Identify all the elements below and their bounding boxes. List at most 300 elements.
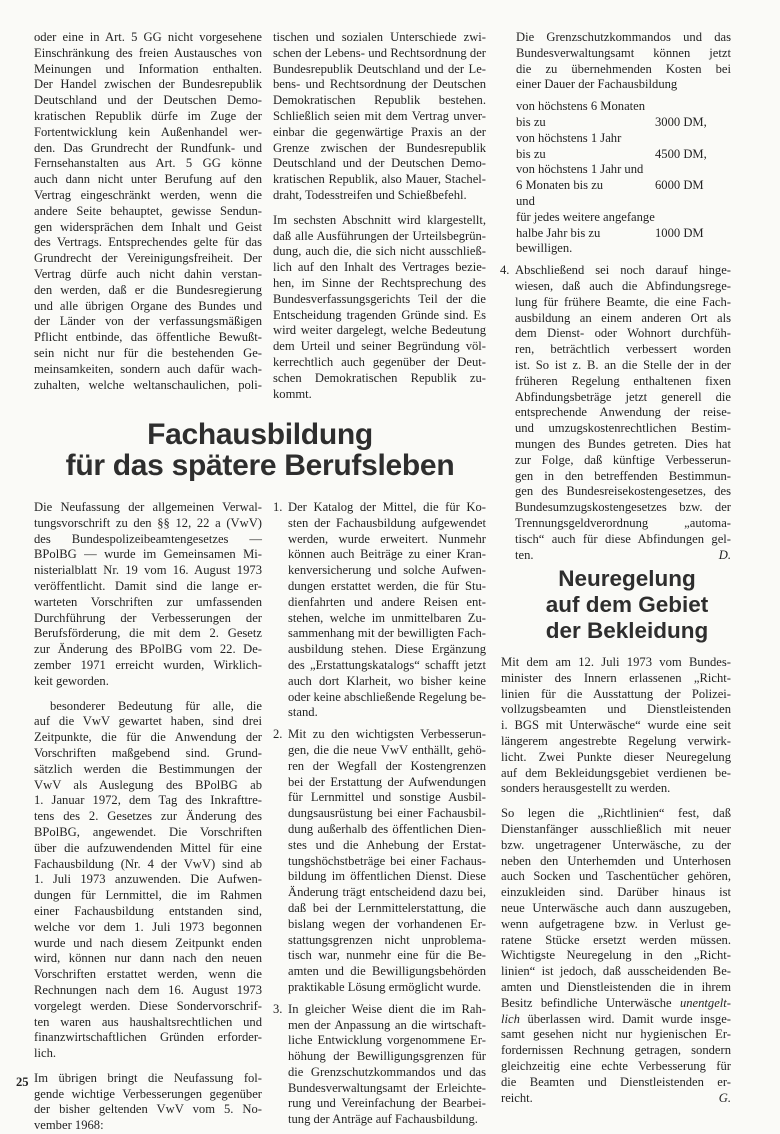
- line-text: über die aufzuwendenden Mittel für eine: [34, 840, 262, 855]
- text-line: [501, 838, 731, 854]
- text-line: [34, 1118, 262, 1134]
- line-text: Berufsförderung, die mit dem 2. Gesetz: [34, 626, 262, 641]
- line-text: Grundrecht der Vereinigungsfreiheit. Der: [34, 251, 262, 266]
- line-text: kerrechtlich auch gegenüber der Deut-: [273, 354, 486, 369]
- paragraph: [34, 1071, 262, 1134]
- line-text: schen Demokratischen Republik zu-: [273, 370, 486, 385]
- line-text: zur Änderung des BPolBG vom 22. De-: [34, 642, 262, 657]
- text-line: [288, 948, 486, 964]
- text-line: [34, 658, 262, 674]
- line-text: werden, wurde erweitert. Nunmehr: [288, 531, 486, 546]
- line-text: schen der Lebens- und Rechtsordnung der: [273, 45, 486, 60]
- author-initial: G.: [718, 1090, 731, 1105]
- line-text: können auch Beiträge zu einer Kran-: [288, 547, 486, 562]
- line-text: tisch war, nunmehr eine für die Be-: [288, 948, 486, 963]
- text-line: [501, 917, 731, 933]
- line-text: für Lernmittel und sonstige Ausbil-: [288, 790, 486, 805]
- line-text: tungsvorschrift zu den §§ 12, 22 a (VwV): [34, 515, 262, 530]
- line-text: BPolBG, angewendet. Die Vorschriften: [34, 824, 262, 839]
- line-text: Vorschriften maßgebend sind. Grund-: [34, 745, 262, 760]
- line-text: tens des 2. Gesetzes zur Änderung des: [34, 809, 262, 824]
- text-line: [288, 727, 486, 743]
- line-text: des Bundespolizeibeamtengesetzes —: [34, 531, 262, 546]
- cost-table-row: [516, 99, 731, 115]
- line-text: sätzlich werden die Bestimmungen der: [34, 761, 262, 776]
- line-text: die Grenzschutzkommandos und das: [288, 1064, 486, 1079]
- line-text: Änderung trägt entscheidend dazu bei,: [288, 885, 486, 900]
- text-line: [34, 983, 262, 999]
- line-text: tischen und sozialen Unterschiede zwi-: [273, 30, 486, 44]
- line-text: gen, die die neue VwV enthällt, gehö-: [288, 742, 486, 757]
- paragraph: [34, 500, 262, 690]
- text-line: [34, 793, 262, 809]
- text-line: [288, 1033, 486, 1049]
- cost-amount: 6000 DM: [655, 178, 704, 193]
- text-line: [34, 579, 262, 595]
- text-line: [288, 1002, 486, 1018]
- text-line: [273, 292, 486, 308]
- heading-line: Fachausbildung: [147, 418, 373, 451]
- line-text: vollzugsbeamten und Dienstleistenden: [501, 702, 731, 717]
- cost-table-row: [516, 241, 731, 257]
- paragraph-text: [516, 30, 731, 93]
- line-text: auf die VwV gewartet haben, sind drei: [34, 714, 262, 729]
- text-line: [501, 655, 731, 671]
- text-line: [34, 547, 262, 563]
- text-line: [34, 346, 262, 362]
- text-line: [501, 781, 731, 797]
- cost-amount: 1000 DM: [655, 225, 704, 240]
- line-text: Bundesumzugskostengesetzes bzw. der: [515, 500, 731, 515]
- text-line: [515, 437, 731, 453]
- line-text: auch dann nicht unter Berufung auf den: [34, 172, 262, 187]
- text-line: [288, 705, 486, 721]
- cost-label: von höchstens 1 Jahr und: [516, 162, 644, 177]
- line-text: Die Neufassung der allgemeinen Verwal-: [34, 500, 262, 514]
- line-text: längerem angestrebte Regelung verwirk-: [501, 733, 731, 748]
- line-text: Abschließend sei noch darauf hinge-: [515, 263, 731, 278]
- text-line: [288, 642, 486, 658]
- text-line: [34, 235, 262, 251]
- line-text: bildung im öffentlichen Dienst. Diese: [288, 869, 486, 884]
- text-line: [501, 1012, 731, 1028]
- line-text: sein nicht nur für die bestehenden Ge-: [34, 345, 262, 360]
- line-text: einer Dauer der Fachausbildung: [516, 77, 678, 92]
- text-line: [288, 547, 486, 563]
- line-text: licht. Zwei Punkte dieser Neuregelung: [501, 749, 731, 764]
- cost-label: für jedes weitere angefange: [516, 209, 655, 224]
- paragraph: [34, 699, 262, 1062]
- text-line: [34, 936, 262, 952]
- text-line: [34, 714, 262, 730]
- text-line: [34, 857, 262, 873]
- text-line: [34, 362, 262, 378]
- text-line: [288, 743, 486, 759]
- line-text: auch Socken und Taschentücher gehören,: [501, 869, 731, 884]
- cost-label: bis zu: [516, 146, 546, 161]
- line-text: auf dem Bekleidungsgebiet verdienen be-: [501, 765, 731, 780]
- text-line: [516, 46, 731, 62]
- text-line: [515, 374, 731, 390]
- line-text: Bundesverfassungsgerichts Teil der die: [273, 291, 486, 306]
- paragraph-text: [501, 655, 731, 797]
- cost-amount: [655, 194, 731, 210]
- text-line: [273, 339, 486, 355]
- line-text: neben den Unterhemden und Unterhosen: [501, 853, 731, 868]
- cost-table: [500, 99, 731, 257]
- line-text: ist. So ist z. B. an die Stelle der in der: [515, 357, 731, 372]
- text-line: [501, 980, 731, 996]
- cost-label: 6 Monaten bis zu: [516, 178, 604, 193]
- line-text: Der Handel zwischen der Bundesrepublik: [34, 77, 262, 92]
- text-line: [34, 872, 262, 888]
- text-line: [288, 1018, 486, 1034]
- line-text: Durchführung der Verbesserungen der: [34, 610, 262, 625]
- cost-label: und: [516, 193, 535, 208]
- text-line: [288, 775, 486, 791]
- line-text: dungen für Lernmittel, die im Rahmen: [34, 888, 262, 903]
- text-line: [515, 532, 731, 548]
- line-text: andere Seite behauptet, gewisse Sendun-: [34, 203, 262, 218]
- line-text: Vorschriften erstattet werden, wenn die: [34, 967, 262, 982]
- text-line: [288, 933, 486, 949]
- text-line: [34, 967, 262, 983]
- cost-table-row: [516, 147, 731, 163]
- text-line: [273, 371, 486, 387]
- text-line: [288, 626, 486, 642]
- text-line: [515, 342, 731, 358]
- text-line: [501, 718, 731, 734]
- text-line: [501, 766, 731, 782]
- text-line: [515, 469, 731, 485]
- text-line: [501, 822, 731, 838]
- text-line: [288, 901, 486, 917]
- text-line: [273, 387, 486, 403]
- text-line: [273, 244, 486, 260]
- text-line: [515, 390, 731, 406]
- line-text: besonderer Bedeutung für alle, die: [50, 698, 262, 713]
- column-left-top: [34, 30, 262, 393]
- cost-label: halbe Jahr bis zu: [516, 225, 601, 240]
- text-line: [501, 1075, 731, 1091]
- line-text: VwV als Auslegung des BPolBG ab: [34, 777, 262, 792]
- cost-amount: 3000 DM,: [655, 114, 707, 129]
- text-line: [288, 674, 486, 690]
- paragraph-text: [501, 806, 731, 1106]
- line-text: Demokratischen Republik bestehen.: [273, 93, 486, 108]
- line-text: reicht.: [501, 1090, 533, 1105]
- line-text: Grenze zwischen der Bundesrepublik: [273, 140, 486, 155]
- cost-amount: [655, 241, 731, 257]
- text-line: [273, 93, 486, 109]
- line-text: gen des Bundesreisekostengesetzes, des: [515, 484, 731, 499]
- line-text: Meinungen und Information enthalten.: [34, 61, 262, 76]
- line-text: dungen erstattet werden, die für Stu-: [288, 578, 486, 593]
- line-text: bei der Erstattung der Aufwendungen: [288, 774, 486, 789]
- text-line: [273, 213, 486, 229]
- line-text: BPolBG — wurde im Gemeinsamen Mi-: [34, 547, 262, 562]
- article-heading-bekleidung: [520, 566, 734, 644]
- line-text: stattungsgrenzen nicht unproblema-: [288, 932, 486, 947]
- line-text: In gleicher Weise dient die im Rah-: [288, 1001, 486, 1016]
- text-line: [34, 125, 262, 141]
- line-text: gen widersprächen dem Inhalt und Geist: [34, 219, 262, 234]
- line-text: tung der Anträge auf Fachausbildung.: [288, 1112, 478, 1127]
- line-text: dem Dienst- oder Wohnort durchfüh-: [515, 326, 731, 341]
- cost-label: bis zu: [516, 114, 546, 129]
- line-text: lich auf den Inhalt des Vertrages bezie-: [273, 260, 486, 275]
- line-text: ren der Wegfall der Kostengrenzen: [288, 758, 486, 773]
- text-line: [501, 702, 731, 718]
- line-text: ten.: [515, 547, 534, 562]
- paragraph: [34, 30, 262, 393]
- cost-amount: [655, 210, 731, 226]
- text-line: [273, 77, 486, 93]
- line-text: zember 1971 erreicht wurden, Wirklich-: [34, 657, 262, 672]
- line-text: vorgelegt werden. Diese Sondervorschrif-: [34, 998, 262, 1013]
- author-initial: D.: [718, 547, 731, 562]
- text-line: [34, 674, 262, 690]
- text-line: [34, 532, 262, 548]
- cost-amount: [655, 131, 731, 147]
- line-text: einer Fachausbildung entstanden sind,: [34, 903, 262, 918]
- text-line: [273, 172, 486, 188]
- line-text: Wichtigste Neuregelung in den „Richt-: [501, 948, 731, 963]
- text-line: [34, 283, 262, 299]
- text-line: [288, 1049, 486, 1065]
- line-text: meinsamkeiten, sondern auch dafür wach-: [34, 361, 262, 376]
- text-line: [288, 1081, 486, 1097]
- line-text: Deutschland und der Deutschen Demo-: [34, 93, 262, 108]
- column-middle-bottom: [273, 500, 486, 1128]
- text-line: [501, 1059, 731, 1075]
- item-number: 1.: [273, 500, 283, 514]
- text-line: [288, 838, 486, 854]
- line-text: sammenhang mit der bewilligten Fach-: [288, 626, 486, 641]
- text-line: [273, 355, 486, 371]
- text-line: [34, 77, 262, 93]
- line-text: men der Anpassung an die wirtschaft-: [288, 1017, 486, 1032]
- line-text: auch dort Klarheit, wo bisher keine: [288, 673, 486, 688]
- text-line: [34, 595, 262, 611]
- text-line: [34, 1015, 262, 1031]
- text-line: [273, 156, 486, 172]
- paragraph: [501, 806, 731, 1106]
- cost-amount: [655, 99, 731, 115]
- line-text: Vertrag eingeschränkt werden, wenn die: [34, 187, 262, 202]
- text-line: [34, 999, 262, 1015]
- line-text: entsprechende Anwendung der reise-: [515, 405, 731, 420]
- line-text: einzukleiden sind. Darüber hinaus ist: [501, 885, 731, 900]
- line-text: amten und Dienstleistenden die in ihrem: [501, 979, 731, 994]
- text-line: [288, 532, 486, 548]
- line-text: tungshöchstbeträge bei einer Fachaus-: [288, 853, 486, 868]
- line-text: mungen des Bundes getreten. Dies hat: [515, 436, 731, 451]
- line-text: vember 1968:: [34, 1118, 104, 1133]
- line-text: des „Erstattungskatalogs“ schafft jetzt: [288, 657, 486, 672]
- text-line: [34, 841, 262, 857]
- line-text: lung für frühere Beamte, die eine Fach-: [515, 294, 731, 309]
- text-line: [515, 311, 731, 327]
- text-line: [288, 917, 486, 933]
- paragraph: [273, 30, 486, 204]
- line-text: Der Katalog der Mittel, die für Ko-: [288, 500, 486, 514]
- paragraph: [501, 655, 731, 797]
- text-line: [34, 920, 262, 936]
- page-number: 25: [16, 1075, 29, 1089]
- line-text: zuhalten, welche weltanschaulichen, poli-: [34, 377, 262, 392]
- item-number: 3.: [273, 1001, 283, 1016]
- text-line: [34, 642, 262, 658]
- text-line: [501, 671, 731, 687]
- line-text: dung, auch die, die sich nicht ausschließ-: [273, 244, 486, 259]
- line-text: nisterialblatt Nr. 19 vom 16. August 1973: [34, 563, 262, 578]
- line-text: stes und die Anhebung der Erstat-: [288, 837, 486, 852]
- line-text: dung außerhalb des öffentlichen Dien-: [288, 821, 486, 836]
- line-text: ausbildung stehen. Diese Ergänzung: [288, 642, 486, 657]
- line-text: Fernsehanstalten aus Art. 5 GG könne: [34, 156, 262, 171]
- line-text: wiesen, daß auch die Abfindungsrege-: [515, 278, 731, 293]
- line-text: gen in den betreffenden Bestimmun-: [515, 468, 731, 483]
- line-text: zur Folge, daß künftige Verbesserun-: [515, 452, 731, 467]
- text-line: [34, 62, 262, 78]
- text-segment: lich: [501, 1011, 520, 1026]
- text-line: [34, 267, 262, 283]
- line-text: wird, können nur dann nach den neuen: [34, 951, 262, 966]
- text-line: [34, 626, 262, 642]
- line-text: i. BGS mit Unterwäsche“ wurde eine seit: [501, 718, 731, 733]
- numbered-item: [500, 263, 731, 563]
- line-text: liche Entwicklung vorgenommene Er-: [288, 1033, 486, 1048]
- text-line: [34, 1030, 262, 1046]
- cost-label: von höchstens 1 Jahr: [516, 130, 622, 145]
- text-line: [501, 734, 731, 750]
- text-line: [34, 30, 262, 46]
- text-line: [34, 1087, 262, 1103]
- cost-table-row: [516, 194, 731, 210]
- line-text: veröffentlicht. Damit sind die lange er-: [34, 578, 262, 593]
- line-text: wird weiter dargelegt, welche Bedeutung: [273, 323, 486, 338]
- line-text: minister des Innern erlassenen „Richt-: [501, 670, 731, 685]
- line-text: Im sechsten Abschnitt wird klargestellt,: [273, 212, 486, 227]
- line-text: wenn aufgetragene bzw. in Verlust ge-: [501, 916, 731, 931]
- line-text: Bundesrepublik Deutschland und der Le-: [273, 61, 486, 76]
- column-left-bottom: [34, 500, 262, 1134]
- line-text: Zeitpunkte, die für die Anwendung der: [34, 730, 262, 745]
- text-line: [501, 869, 731, 885]
- text-line: [34, 46, 262, 62]
- text-line: [34, 109, 262, 125]
- text-segment: unentgelt-: [679, 995, 731, 1010]
- line-text: höhung der Bewilligungsgrenzen für: [288, 1049, 486, 1064]
- line-text: oder eine in Art. 5 GG nicht vorgesehene: [34, 30, 262, 44]
- text-line: [34, 299, 262, 315]
- text-line: [34, 778, 262, 794]
- cost-table-row: [516, 115, 731, 131]
- text-line: [288, 885, 486, 901]
- text-line: [288, 980, 486, 996]
- line-text: daß bei der Lernmittelerstattung, die: [288, 900, 486, 915]
- line-text: kommt.: [273, 386, 312, 401]
- line-text: Fortentwicklung kein Außenhandel wer-: [34, 124, 262, 139]
- text-line: [501, 687, 731, 703]
- line-text: draht, Todesstreifen und Schießbefehl.: [273, 187, 467, 202]
- text-line: [34, 251, 262, 267]
- text-line: [34, 730, 262, 746]
- line-text: Schließlich seien mit dem Vertrag unver-: [273, 108, 486, 123]
- cost-table-row: [516, 226, 731, 242]
- text-line: [288, 516, 486, 532]
- paragraph-text: [288, 500, 486, 721]
- text-segment: überlassen wird. Damit wurde insge-: [519, 1011, 731, 1026]
- text-line: [273, 125, 486, 141]
- line-text: und alle übrigen Organe des Bundes und: [34, 298, 262, 313]
- text-line: [34, 516, 262, 532]
- paragraph-text: [34, 699, 262, 1062]
- text-line: [501, 933, 731, 949]
- text-line: [515, 484, 731, 500]
- text-line: [515, 516, 731, 532]
- line-text: hen, im Sinne der Rechtsprechung des: [273, 275, 486, 290]
- line-text: lich.: [34, 1046, 57, 1061]
- text-line: [273, 62, 486, 78]
- text-line: [501, 806, 731, 822]
- text-line: [34, 204, 262, 220]
- text-line: [288, 658, 486, 674]
- text-line: [515, 405, 731, 421]
- line-text: keit geworden.: [34, 673, 109, 688]
- paragraph-text: [288, 1002, 486, 1128]
- text-line: [273, 229, 486, 245]
- text-line: [34, 314, 262, 330]
- text-line: [273, 46, 486, 62]
- text-line: [288, 759, 486, 775]
- numbered-item: [273, 1002, 486, 1128]
- cost-amount: 4500 DM,: [655, 146, 707, 161]
- line-text: rung und Vereinfachung der Bearbei-: [288, 1096, 486, 1111]
- line-text: die zu übernehmenden Kosten bei: [516, 61, 731, 76]
- text-line: [501, 1091, 731, 1107]
- text-segment: Besitz befindliche Unterwäsche: [501, 995, 680, 1010]
- text-line: [501, 948, 731, 964]
- text-line: [34, 746, 262, 762]
- text-line: [34, 500, 262, 516]
- heading-line: auf dem Gebiet: [545, 592, 709, 617]
- line-text: tisch“ auch für diese Abfindungen gel-: [515, 531, 731, 546]
- line-text: kratischen Republik, also Mauer, Stachel-: [273, 172, 486, 187]
- heading-line: der Bekleidung: [545, 618, 709, 643]
- text-line: [34, 611, 262, 627]
- line-text: einbar die gegenwärtige Praxis an der: [273, 124, 486, 139]
- text-line: [501, 750, 731, 766]
- text-line: [288, 806, 486, 822]
- text-line: [34, 699, 262, 715]
- column-right-top: [500, 30, 731, 563]
- line-text: praktikable Lösung ermöglicht wurde.: [288, 979, 482, 994]
- text-line: [34, 1071, 262, 1087]
- text-line: [288, 1096, 486, 1112]
- line-text: Rechnungen nach dem 16. August 1973: [34, 982, 262, 997]
- text-line: [288, 790, 486, 806]
- text-line: [288, 595, 486, 611]
- line-text: dungsausrüstung bei einer Fachausbil-: [288, 806, 486, 821]
- text-line: [288, 854, 486, 870]
- numbered-item: [273, 500, 486, 721]
- cost-table-row: [516, 162, 731, 178]
- line-text: fordernissen Rechnung getragen, sondern: [501, 1043, 731, 1058]
- text-line: [273, 276, 486, 292]
- text-line: [273, 188, 486, 204]
